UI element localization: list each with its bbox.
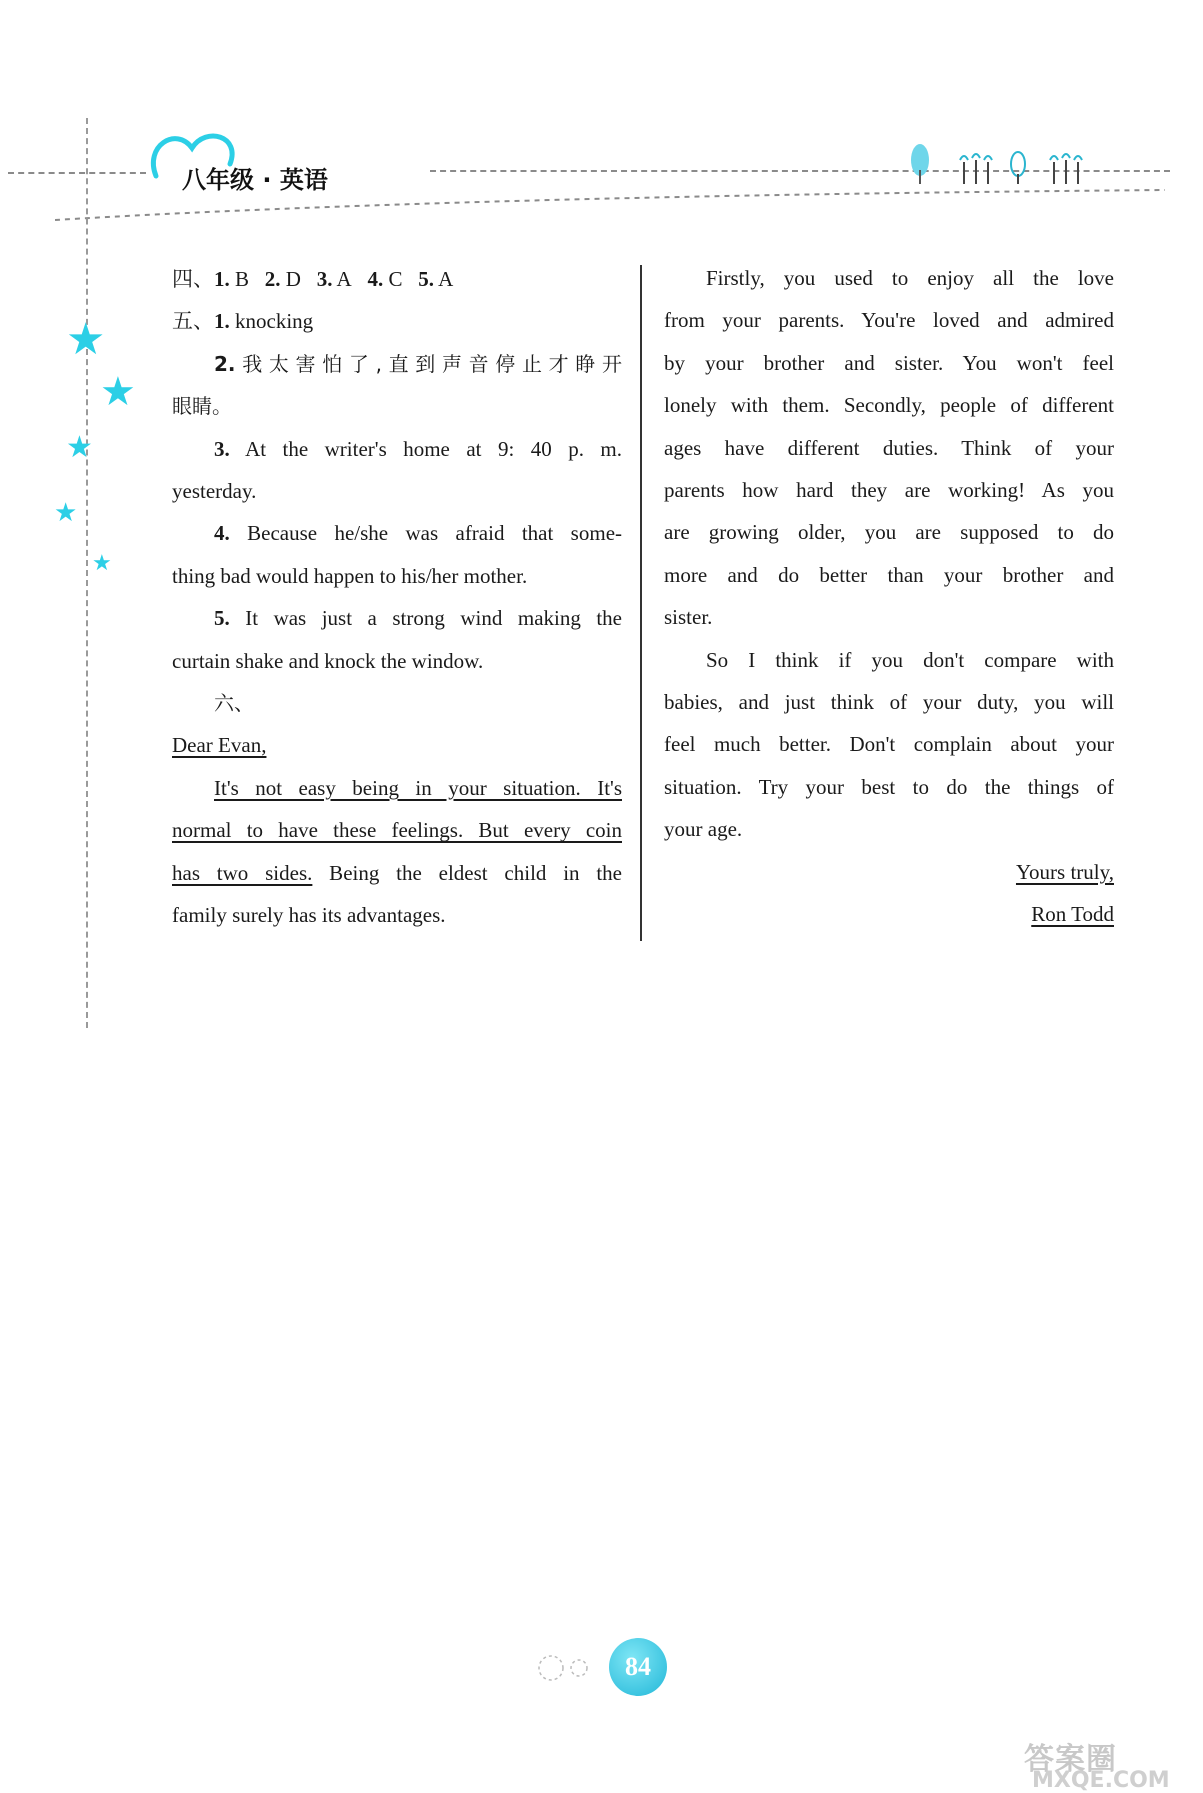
letter-paragraph-2-line: are growing older, you are supposed to do bbox=[664, 520, 1114, 545]
section-5-answer-3: 3. At the writer's home at 9: 40 p. m. bbox=[214, 436, 623, 461]
letter-paragraph-3-line: babies, and just think of your duty, you will bbox=[664, 690, 1114, 715]
section-5-answer-1: 五、1. knocking bbox=[172, 309, 314, 334]
star-icon: ★ bbox=[54, 498, 78, 527]
star-icon: ★ bbox=[66, 431, 93, 464]
letter-paragraph-3-line: your age. bbox=[664, 817, 743, 842]
letter-paragraph-1-line-3: has two sides. Being the eldest child in the bbox=[172, 860, 623, 885]
page-title: 八年级 · 英语 bbox=[182, 166, 328, 194]
section-5-answer-4: 4. Because he/she was afraid that some- bbox=[214, 521, 623, 546]
letter-paragraph-1-line-2: normal to have these feelings. But every coin bbox=[172, 818, 622, 843]
section-5-answer-5: 5. It was just a strong wind making the bbox=[214, 606, 623, 631]
letter-paragraph-2-line: Firstly, you used to enjoy all the love bbox=[706, 266, 1114, 290]
section-6-label: 六、 bbox=[214, 691, 254, 716]
letter-paragraph-3-line: feel much better. Don't complain about your bbox=[664, 732, 1114, 757]
letter-closing: Yours truly, bbox=[1015, 859, 1114, 884]
answer-column-right bbox=[664, 257, 1114, 936]
section-5-answer-2: 2.我太害怕了,直到声音停止才睁开 bbox=[214, 351, 622, 376]
page-number: 84 bbox=[609, 1638, 667, 1696]
column-divider bbox=[640, 265, 642, 941]
letter-paragraph-2-line: more and do better than your brother and bbox=[664, 562, 1114, 587]
star-icon: ★ bbox=[100, 369, 136, 414]
watermark-url: MXQE.COM bbox=[1032, 1768, 1170, 1793]
letter-paragraph-2-line: ages have different duties. Think of your bbox=[664, 435, 1114, 460]
answer-column-left bbox=[172, 258, 622, 937]
watermark-logo: 答案圈 bbox=[1024, 1742, 1117, 1777]
letter-paragraph-2-line: sister. bbox=[664, 605, 713, 630]
letter-paragraph-1-line-4: family surely has its advantages. bbox=[172, 903, 446, 928]
letter-paragraph-2-line: from your parents. You're loved and admired bbox=[664, 308, 1114, 333]
letter-paragraph-3-line: situation. Try your best to do the things of bbox=[664, 774, 1114, 799]
section-5-answer-5-cont: curtain shake and knock the window. bbox=[172, 648, 484, 673]
page-number-decoration-icon bbox=[535, 1650, 605, 1691]
star-icon: ★ bbox=[66, 315, 106, 364]
letter-salutation: Dear Evan, bbox=[172, 733, 267, 758]
header-dashed-line-left bbox=[8, 172, 146, 174]
letter-signature: Ron Todd bbox=[1031, 902, 1114, 927]
section-5-answer-3-cont: yesterday. bbox=[172, 479, 257, 504]
margin-dashed-line bbox=[86, 118, 88, 1028]
letter-paragraph-2-line: lonely with them. Secondly, people of different bbox=[664, 393, 1114, 418]
section-5-answer-2-cont: 眼睛。 bbox=[172, 394, 232, 419]
section-5-answer-4-cont: thing bad would happen to his/her mother. bbox=[172, 563, 528, 588]
letter-paragraph-2-line: parents how hard they are working! As you bbox=[664, 478, 1114, 503]
letter-paragraph-2-line: by your brother and sister. You won't feel bbox=[664, 350, 1114, 375]
letter-paragraph-1-line-1: It's not easy being in your situation. It's bbox=[214, 775, 622, 800]
letter-paragraph-3-line: So I think if you don't compare with bbox=[706, 647, 1114, 672]
section-4-answers: 四、1. B 2. D 3. A 4. C 5. A bbox=[172, 267, 454, 291]
star-icon: ★ bbox=[92, 550, 112, 575]
tree-decoration-icon bbox=[900, 140, 1140, 195]
